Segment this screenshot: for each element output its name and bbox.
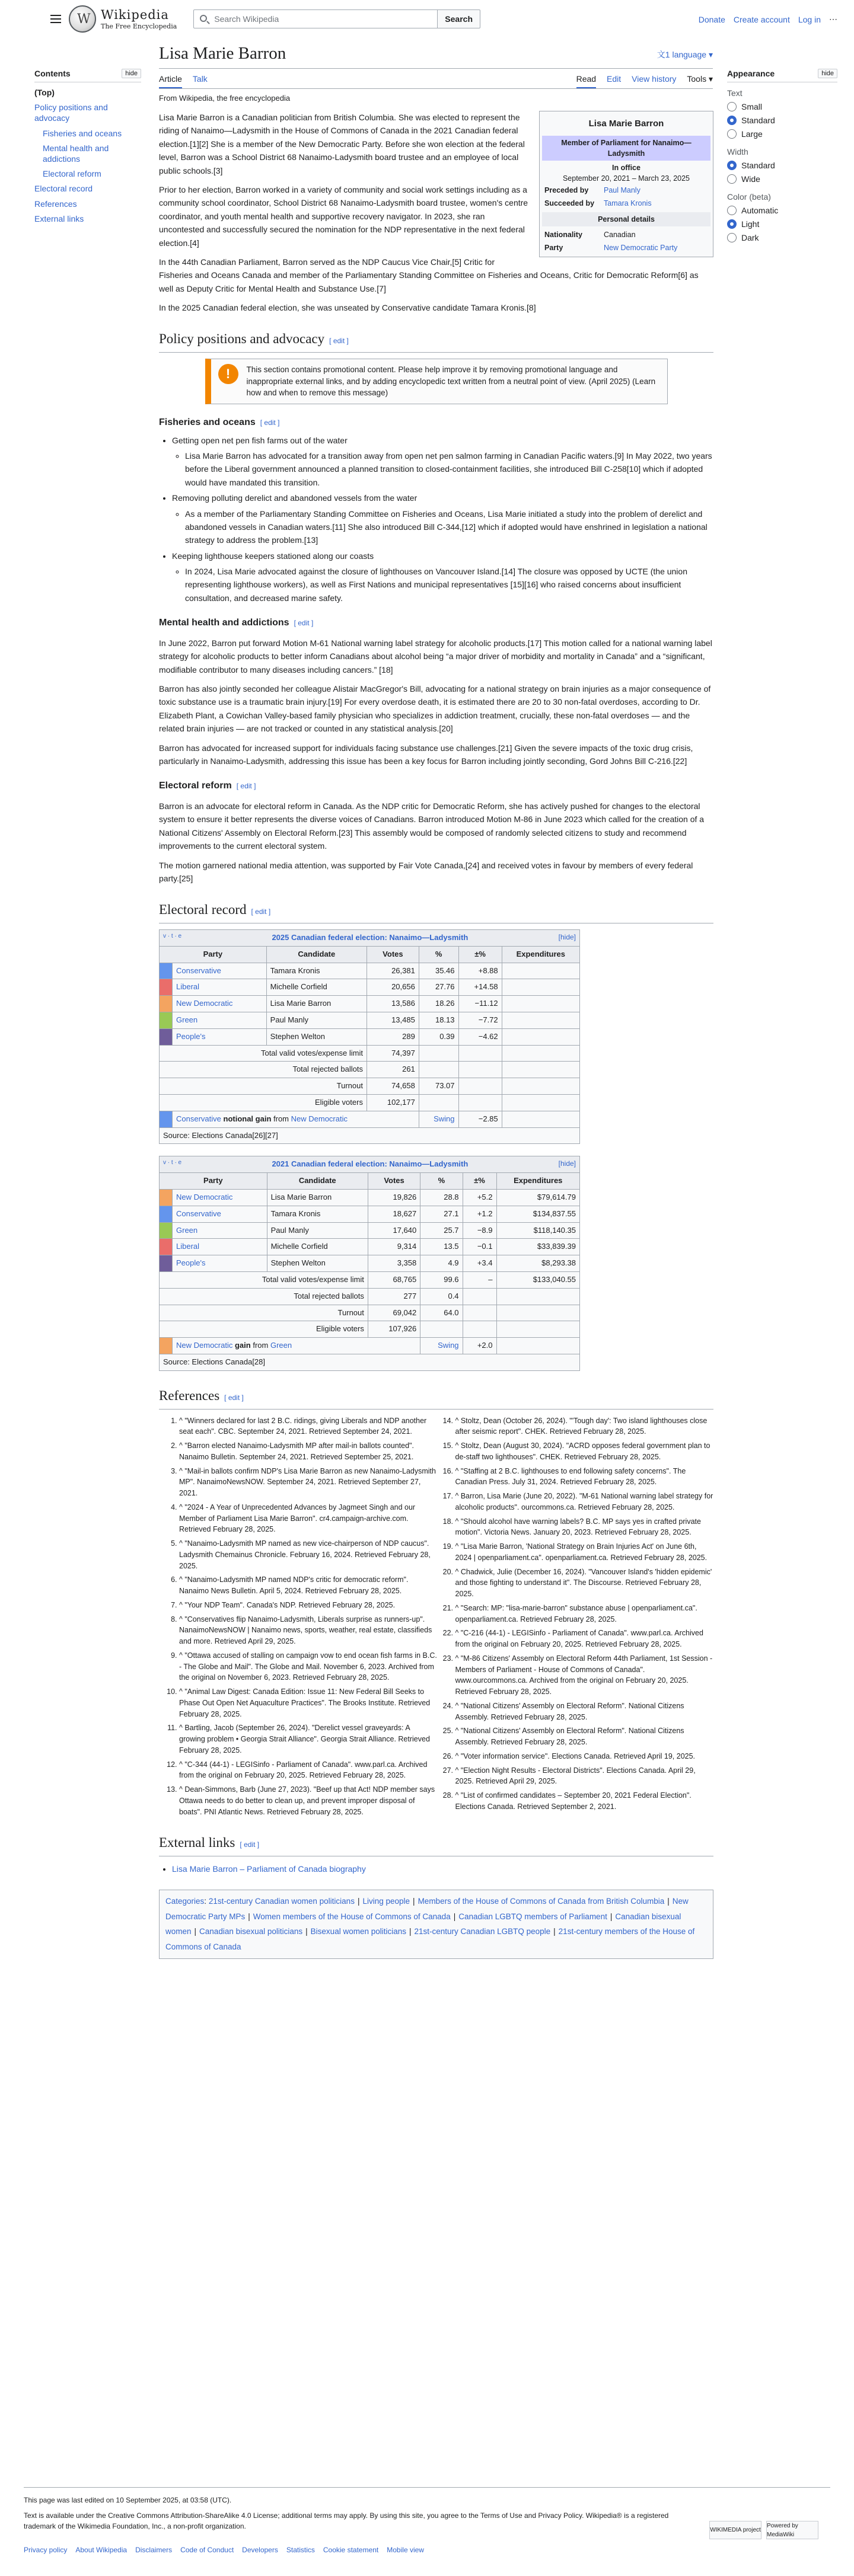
election-2021-table: v · t · e 2021 Canadian federal election: Nanaimo—Ladysmith [hide] Party Candidate Votes % ±% Expenditures New Democratic Lisa Marie Barron 19,826 28.8 +5.2 $79,614.79 Conservative Tamara Kronis 18,627 27.1 +1.2 $134,837.55 Green Paul Manly 17,640 25.7 −8.9 $118,140.35 Liberal Michelle Corfield 9,314 13.5 −0.1 $33,839.39 People's Stephen Welton 3,358 4.9 +3.4 $8,293.38 Total valid votes/expense limit 68,765 99.6 – $133,040.55 Total rejected ballots 277 0.4 Turnout 69,042 64.0 Eligible voters 107,926 New Democratic gain from Green Swing +2.0 Source: Elections Canada[28] [159, 1156, 580, 1370]
party-color-swatch [160, 1206, 173, 1222]
table-row [160, 979, 580, 996]
width-wide-option[interactable]: Wide [727, 174, 837, 184]
col-votes: Votes [367, 946, 419, 963]
vte-links[interactable]: v · t · e [163, 1159, 182, 1166]
pct-cell: 18.26 [419, 996, 458, 1012]
page-tabs [159, 69, 713, 89]
edit-link[interactable]: [ edit ] [329, 337, 349, 346]
search-button[interactable]: Search [438, 9, 480, 28]
reference-item[interactable]: 16. ^ "Staffing at 2 B.C. lighthouses to end following safety concerns". The Canadian Press. July 31, 2024. Retrieved February 28, 2025. [455, 1466, 714, 1488]
main-content [159, 38, 713, 1959]
footer-link[interactable]: Disclaimers [135, 2546, 173, 2554]
reference-item[interactable]: 4. ^ "2024 - A Year of Unprecedented Advances by Jagmeet Singh and our Member of Parliament Lisa Marie Barron". cr4.campaign-archive.com. Retrieved February 28, 2025. [179, 1502, 438, 1535]
election-2025-table: v · t · e 2025 Canadian federal election: Nanaimo—Ladysmith [hide] Party Candidate Votes % ±% Expenditures Conservative Tamara Kronis 26,381 35.46 +8.88 Liberal Michelle Corfield 20,656 27.76 +14.58 New Democratic Lisa Marie Barron 13,586 18.26 −11.12 Green Paul Manly 13,485 18.13 −7.72 People's Stephen Welton 289 0.39 −4.62 Total valid votes/expense limit 74,397 Total rejected ballots 261 Turnout 74,658 73.07 Eligible voters 102,177 Conservative notional gain from New Democratic Swing −2.85 Source: Elections Canada[26][27] [159, 929, 580, 1144]
tab-tools[interactable]: Tools ▾ [687, 74, 713, 84]
reference-item[interactable]: 22. ^ "C-216 (44-1) - LEGISinfo - Parliament of Canada". www.parl.ca. Archived from the original on February 20, 2025. Retrieved February 28, 2025. [455, 1628, 714, 1650]
infobox-in-office: In office [612, 164, 640, 172]
electoral-paragraph-2: The motion garnered national media attention, was supported by Fair Vote Canada,[24] and received votes in favour by members of every federal party.[25] [159, 860, 693, 883]
change-cell: +3.4 [463, 1255, 496, 1272]
swing-link[interactable]: Swing [438, 1341, 459, 1350]
party-link[interactable]: Conservative [176, 1209, 221, 1218]
list-item: ◦ In 2024, Lisa Marie advocated against the closure of lighthouses on Vancouver Island.[14] The closure was opposed by UCTE (the union representing lighthouse workers), as well as First Nations and municipal representatives [15][16] who raised concerns about insufficient consultation, and decreased marine safety. [185, 565, 713, 605]
edit-link[interactable]: [ edit ] [260, 418, 280, 427]
votes-cell: 18,627 [368, 1206, 420, 1222]
col-votes: Votes [368, 1173, 420, 1190]
lead-paragraph-1: Lisa Marie Barron is a Canadian politician from British Columbia. She was elected to represent the riding of Nanaimo—Ladysmith in the House of Commons of Canada in the 2021 Canadian federal election.[1][2] She is a member of the New Democratic Party. Before she won election at the federal level, Barron was a School District 68 Nanaimo-Ladysmith board trustee and an employee of local public schools.[3] [159, 113, 525, 175]
party-link[interactable]: Liberal [176, 1242, 200, 1251]
category-link[interactable]: New Democratic Party MPs [165, 1897, 689, 1921]
party-label: Party [544, 243, 563, 252]
table-source: Source: Elections Canada[28] [160, 1354, 580, 1371]
reference-item[interactable]: 9. ^ "Ottawa accused of stalling on campaign vow to end ocean fish farms in B.C. - The Globe and Mail". The Globe and Mail. November 6, 2023. Archived from the original on November 6, 2023. Retrieved February 28, 2025. [179, 1650, 438, 1683]
candidate-cell: Paul Manly [266, 1012, 367, 1029]
reference-item[interactable]: 25. ^ "National Citizens' Assembly on Electoral Reform". National Citizens Assembly. Retrieved February 28, 2025. [455, 1725, 714, 1748]
appearance-title: Appearance [727, 69, 775, 78]
mental-paragraph-2: Barron has also jointly seconded her colleague Alistair MacGregor's Bill, advocating for a national strategy on brain injuries as a major consequence of toxic substance use is a traumatic brain injury.[19] For every overdose death, it is estimated there are 20 to 30 non-fatal overdoses, according to Dr. Elizabeth Plant, a Cowichan Valley-based family physician who specializes in addiction treatment, crucially, these non-fatal overdoses — and the related brain injuries — are not tracked or counted in any statistical analysis.[20] [159, 684, 711, 734]
table-row [160, 1028, 580, 1045]
toc-item-policy[interactable]: Policy positions and advocacy [34, 103, 108, 123]
reference-item[interactable]: 15. ^ Stoltz, Dean (August 30, 2024). "ACRD opposes federal government plan to de-staff two lighthouses". CHEK. Retrieved February 28, 2025. [455, 1440, 714, 1463]
party-link[interactable]: New Democratic [176, 1193, 233, 1202]
pct-cell: 0.39 [419, 1028, 458, 1045]
category-link[interactable]: Living people [362, 1897, 410, 1906]
reference-item[interactable]: 21. ^ "Search: MP: "lisa-marie-barron" substance abuse | openparliament.ca". openparliament.ca. Retrieved February 28, 2025. [455, 1603, 714, 1625]
section-references: References [ edit ] [159, 1385, 713, 1410]
candidate-cell: Lisa Marie Barron [266, 996, 367, 1012]
preceded-label: Preceded by [544, 186, 589, 195]
votes-cell: 19,826 [368, 1190, 420, 1206]
table-row [160, 1012, 580, 1029]
party-link[interactable]: Liberal [176, 982, 200, 992]
table-row [160, 1239, 580, 1255]
personal-details-header: Personal details [542, 212, 710, 226]
reference-item[interactable]: 26. ^ "Voter information service". Elections Canada. Retrieved April 19, 2025. [455, 1751, 714, 1762]
donate-link[interactable]: Donate [698, 14, 725, 24]
party-color-swatch [160, 979, 173, 996]
succeeded-link[interactable]: Tamara Kronis [604, 199, 652, 208]
reference-item[interactable]: 18. ^ "Should alcohol have warning labels? B.C. MP says yes in crafted private motion". Victoria News. January 20, 2023. Retrieved February 28, 2025. [455, 1516, 714, 1539]
pct-cell: 28.8 [420, 1190, 463, 1206]
infobox [539, 111, 713, 257]
electoral-paragraph-1: Barron is an advocate for electoral reform in Canada. As the NDP critic for Democratic Reform, she has actively pushed for changes to the electoral system to ensure it better represents the diverse voices of Canadians. Barron introduced Motion M-86 in June 2023 which called for the creation of a National Citizens' Assembly on Electoral Reform.[23] This assembly would be composed of randomly selected citizens to study and recommend improvements to the current electoral system. [159, 801, 705, 851]
expenditure-cell [502, 1012, 579, 1029]
col-pct: % [420, 1173, 463, 1190]
reference-item[interactable]: 7. ^ "Your NDP Team". Canada's NDP. Retrieved February 28, 2025. [179, 1600, 438, 1611]
reference-item[interactable]: 19. ^ "Lisa Marie Barron, 'National Strategy on Brain Injuries Act' on June 6th, 2024 | openparliament.ca". openparliament.ca. Retrieved February 28, 2025. [455, 1541, 714, 1564]
tab-edit[interactable]: Edit [607, 74, 622, 84]
tab-history[interactable]: View history [632, 74, 677, 84]
table-caption[interactable]: 2021 Canadian federal election: Nanaimo—Ladysmith [272, 1159, 469, 1169]
expenditure-cell: $8,293.38 [496, 1255, 580, 1272]
expenditure-cell [502, 996, 579, 1012]
party-color-swatch [160, 1222, 173, 1239]
list-item: • Keeping lighthouse keepers stationed along our coasts [172, 549, 713, 562]
width-standard-option[interactable]: Standard [727, 161, 837, 170]
tab-talk[interactable]: Talk [192, 74, 208, 84]
change-cell: −0.1 [463, 1239, 496, 1255]
login-link[interactable]: Log in [798, 14, 821, 24]
change-cell: +1.2 [463, 1206, 496, 1222]
search-icon [200, 15, 207, 22]
expenditure-cell: $79,614.79 [496, 1190, 580, 1206]
separator: | [453, 1912, 456, 1921]
pct-cell: 27.76 [419, 979, 458, 996]
infobox-office[interactable]: Member of Parliament for Nanaimo—Ladysmith [542, 136, 710, 161]
change-cell: −8.9 [463, 1222, 496, 1239]
wikipedia-globe-icon [69, 5, 96, 33]
candidate-cell: Paul Manly [267, 1222, 368, 1239]
pct-cell: 4.9 [420, 1255, 463, 1272]
toc-item-electoral-reform[interactable]: Electoral reform [43, 169, 101, 179]
toc-hide-button[interactable]: hide [122, 69, 141, 78]
reference-item[interactable]: 27. ^ "Election Night Results - Electoral Districts". Elections Canada. April 29, 2025. Retrieved April 29, 2025. [455, 1765, 714, 1788]
candidate-cell: Stephen Welton [266, 1028, 367, 1045]
infobox-title: Lisa Marie Barron [588, 119, 664, 129]
tagline: The Free Encyclopedia [101, 23, 177, 30]
party-link[interactable]: Green [176, 1225, 198, 1235]
pct-cell: 18.13 [419, 1012, 458, 1029]
party-color-swatch [160, 1239, 173, 1255]
category-link[interactable]: 21st-century Canadian LGBTQ people [414, 1927, 551, 1936]
party-color-swatch [160, 963, 173, 979]
language-button[interactable]: 文1 language ▾ [657, 50, 713, 59]
gain-party-link[interactable]: New Democratic [176, 1341, 233, 1350]
expenditure-cell [502, 1028, 579, 1045]
pct-cell: 25.7 [420, 1222, 463, 1239]
separator: | [357, 1897, 360, 1906]
category-link[interactable]: Bisexual women politicians [310, 1927, 406, 1936]
party-color-swatch [160, 1028, 173, 1045]
pct-cell: 35.46 [419, 963, 458, 979]
nationality-label: Nationality [544, 230, 582, 239]
reference-item[interactable]: 23. ^ "M-86 Citizens' Assembly on Electoral Reform 44th Parliament, 1st Session - Members of Parliament - House of Commons of Canada". www.ourcommons.ca. Archived from the original on February 20, 2025. Retrieved February 28, 2025. [455, 1653, 714, 1698]
gain-from-link[interactable]: New Democratic [291, 1114, 348, 1123]
change-cell: −11.12 [458, 996, 502, 1012]
width-label: Width [727, 147, 748, 156]
footer-link[interactable]: Mobile view [387, 2546, 424, 2554]
toc-item-electoral-record[interactable]: Electoral record [34, 184, 93, 194]
footer-link[interactable]: Privacy policy [24, 2546, 68, 2554]
party-link[interactable]: New Democratic Party [604, 243, 678, 252]
footer-link[interactable]: Cookie statement [323, 2546, 379, 2554]
wikimedia-badge[interactable]: WIKIMEDIA project [709, 2521, 761, 2539]
votes-cell: 26,381 [367, 963, 419, 979]
section-external-links: External links [ edit ] [159, 1832, 713, 1856]
table-of-contents [34, 69, 141, 228]
tab-article[interactable]: Article [159, 74, 182, 88]
table-row [160, 1206, 580, 1222]
toc-item-references[interactable]: References [34, 199, 77, 209]
expenditure-cell: $134,837.55 [496, 1206, 580, 1222]
categories-label[interactable]: Categories [165, 1897, 205, 1906]
reference-item[interactable]: 11. ^ Bartling, Jacob (September 26, 2024). "Derelict vessel graveyards: A growing problem • Georgia Strait Alliance". Georgia Strait Alliance. Retrieved February 28, 2025. [179, 1722, 438, 1756]
rejected-label: Total rejected ballots [160, 1288, 368, 1305]
separator: | [305, 1927, 308, 1936]
list-item: ◦ As a member of the Parliamentary Standing Committee on Fisheries and Oceans, Lisa Marie initiated a study into the problem of derelict and abandoned vessels in Canadian waters.[11] She also introduced Bill C-344,[12] which if adopted would have enshrined in legislation a national strategy to address the problem.[13] [185, 507, 713, 547]
separator: | [194, 1927, 197, 1936]
footer-link[interactable]: Code of Conduct [180, 2546, 234, 2554]
category-link[interactable]: Members of the House of Commons of Canada from British Columbia [418, 1897, 665, 1906]
user-menu-icon[interactable]: ⋯ [829, 14, 837, 24]
table-source: Source: Elections Canada[26][27] [160, 1127, 580, 1144]
col-party: Party [160, 1173, 267, 1190]
text-size-label: Text [727, 88, 743, 98]
edit-link[interactable]: [ edit ] [251, 907, 271, 916]
toc-item-mental-health[interactable]: Mental health and addictions [43, 143, 109, 164]
expenditure-cell: $33,839.39 [496, 1239, 580, 1255]
category-link[interactable]: Canadian bisexual women [165, 1912, 681, 1936]
warning-icon: ! [218, 364, 238, 384]
separator: | [610, 1912, 613, 1921]
infobox-term: September 20, 2021 – March 23, 2025 [562, 174, 690, 183]
license-text: Text is available under the Creative Commons Attribution-ShareAlike 4.0 License; additional terms may apply. By using this site, you agree to the Terms of Use and Privacy Policy. Wikipedia® is a registered trademark of the Wikimedia Foundation, Inc., a non-profit organization. [24, 2511, 669, 2530]
party-color-swatch [160, 996, 173, 1012]
votes-cell: 289 [367, 1028, 419, 1045]
reference-item[interactable]: 6. ^ "Nanaimo-Ladysmith MP named NDP's critic for democratic reform". Nanaimo News Bulletin. April 5, 2024. Retrieved February 28, 2025. [179, 1574, 438, 1597]
tab-read[interactable]: Read [576, 74, 596, 88]
wordmark: Wikipedia [101, 8, 169, 22]
votes-cell: 3,358 [368, 1255, 420, 1272]
toc-item-top[interactable]: (Top) [34, 88, 55, 97]
page-footer [24, 2487, 830, 2555]
category-link[interactable]: Women members of the House of Commons of Canada [253, 1912, 451, 1921]
expenditure-cell: $118,140.35 [496, 1222, 580, 1239]
table-hide-link[interactable]: [hide] [558, 1159, 576, 1168]
category-link[interactable]: Canadian LGBTQ members of Parliament [458, 1912, 607, 1921]
col-pct: % [419, 946, 458, 963]
separator: | [553, 1927, 556, 1936]
color-label: Color (beta) [727, 192, 771, 202]
edit-link[interactable]: [ edit ] [240, 1840, 260, 1849]
tagline-from: From Wikipedia, the free encyclopedia [159, 94, 291, 103]
expenditure-cell [502, 963, 579, 979]
table-hide-link[interactable]: [hide] [558, 933, 576, 942]
reference-item[interactable]: 28. ^ "List of confirmed candidates – September 20, 2021 Federal Election". Elections Canada. Retrieved September 2, 2021. [455, 1790, 714, 1813]
separator: | [248, 1912, 250, 1921]
reference-item[interactable]: 2. ^ "Barron elected Nanaimo-Ladysmith MP after mail-in ballots counted". Nanaimo Bulletin. September 24, 2021. Retrieved September 25, 2021. [179, 1440, 438, 1463]
succeeded-label: Succeeded by [544, 199, 595, 208]
votes-cell: 13,586 [367, 996, 419, 1012]
table-row [160, 1190, 580, 1206]
footer-link[interactable]: About Wikipedia [75, 2546, 128, 2554]
reference-item[interactable]: 14. ^ Stoltz, Dean (October 26, 2024). "'Tough day': Two island lighthouses close after seismic report". CHEK. Retrieved February 28, 2025. [455, 1415, 714, 1438]
external-link[interactable]: Lisa Marie Barron – Parliament of Canada biography [172, 1864, 366, 1874]
wikipedia-logo[interactable] [69, 5, 177, 33]
section-mental-health: Mental health and addictions [ edit ] [159, 618, 314, 628]
votes-cell: 9,314 [368, 1239, 420, 1255]
total-valid-label: Total valid votes/expense limit [160, 1272, 368, 1289]
gain-from-link[interactable]: Green [270, 1341, 292, 1350]
create-account-link[interactable]: Create account [733, 14, 790, 24]
party-color-swatch [160, 1012, 173, 1029]
toc-item-fisheries[interactable]: Fisheries and oceans [43, 128, 122, 138]
page-title: Lisa Marie Barron 文1 language ▾ [159, 38, 713, 69]
reference-item[interactable]: 10. ^ "Animal Law Digest: Canada Edition: Issue 11: New Federal Bill Seeks to Phase Out Open Net Aquaculture Practices". The Brooks Institute. Retrieved February 28, 2025. [179, 1686, 438, 1720]
change-cell: +14.58 [458, 979, 502, 996]
table-row [160, 963, 580, 979]
col-party: Party [160, 946, 267, 963]
text-large-option[interactable]: Large [727, 129, 837, 139]
separator: | [413, 1897, 415, 1906]
reference-item[interactable]: 13. ^ Dean-Simmons, Barb (June 27, 2023). "Beef up that Act! NDP member says Ottawa needs to do better to clean up, and prevent improper disposal of boats". PNI Atlantic News. Retrieved February 28, 2025. [179, 1784, 438, 1817]
rejected-label: Total rejected ballots [160, 1062, 367, 1078]
party-link[interactable]: People's [176, 1031, 206, 1041]
reference-item[interactable]: 12. ^ "C-344 (44-1) - LEGISinfo - Parliament of Canada". www.parl.ca. Archived from the original on February 20, 2025. Retrieved February 28, 2025. [179, 1759, 438, 1782]
reference-item[interactable]: 3. ^ "Mail-in ballots confirm NDP's Lisa Marie Barron as new Nanaimo-Ladysmith MP". NanaimoNewsNOW. September 24, 2021. Retrieved September 27, 2021. [179, 1466, 438, 1499]
last-edited: This page was last edited on 10 September 2025, at 03:58 (UTC). [24, 2496, 232, 2504]
lead-paragraph-3: In the 44th Canadian Parliament, Barron served as the NDP Caucus Vice Chair,[5] Critic for Fisheries and Oceans Canada and member of the Parliamentary Standing Committee on Fisheries and Oceans, Critic for Democratic Reform[6] as well as Deputy Critic for Mental Health and Substance Use.[7] [159, 257, 699, 293]
party-color-swatch [160, 1255, 173, 1272]
votes-cell: 17,640 [368, 1222, 420, 1239]
eligible-label: Eligible voters [160, 1321, 368, 1338]
list-item: • Getting open net pen fish farms out of the water [172, 434, 713, 447]
reference-list [159, 1415, 713, 1818]
search-input[interactable]: Search Wikipedia [193, 9, 438, 28]
table-row [160, 1222, 580, 1239]
preceded-link[interactable]: Paul Manly [604, 186, 640, 195]
turnout-label: Turnout [160, 1305, 368, 1321]
section-policy: Policy positions and advocacy [ edit ] [159, 328, 713, 353]
col-candidate: Candidate [267, 1173, 368, 1190]
party-link[interactable]: Conservative [176, 966, 221, 975]
color-dark-option[interactable]: Dark [727, 233, 837, 242]
candidate-cell: Tamara Kronis [267, 1206, 368, 1222]
gain-party-link[interactable]: Conservative [176, 1114, 221, 1123]
reference-item[interactable]: 17. ^ Barron, Lisa Marie (June 20, 2022). "M-61 National warning label strategy for alcoholic products". ourcommons.ca. Retrieved February 28, 2025. [455, 1491, 714, 1513]
expenditure-cell [502, 979, 579, 996]
candidate-cell: Tamara Kronis [266, 963, 367, 979]
separator: | [667, 1897, 670, 1906]
footer-link[interactable]: Statistics [286, 2546, 315, 2554]
lead-paragraph-4: In the 2025 Canadian federal election, she was unseated by Conservative candidate Tamara Kronis.[8] [159, 303, 536, 313]
candidate-cell: Michelle Corfield [266, 979, 367, 996]
toc-title: Contents [34, 69, 71, 78]
section-electoral-reform: Electoral reform [ edit ] [159, 781, 256, 791]
toc-item-external-links[interactable]: External links [34, 213, 84, 223]
reference-item[interactable]: 5. ^ "Nanaimo-Ladysmith MP named as new vice-chairperson of NDP caucus". Ladysmith Chemainus Chronicle. February 16, 2024. Retrieved February 28, 2025. [179, 1538, 438, 1571]
main-menu-icon[interactable] [46, 9, 65, 28]
table-row [160, 996, 580, 1012]
nationality-value: Canadian [604, 230, 636, 239]
party-link[interactable]: New Democratic [176, 999, 233, 1008]
search-form [193, 9, 480, 28]
vte-links[interactable]: v · t · e [163, 933, 182, 940]
reference-item[interactable]: 24. ^ "National Citizens' Assembly on Electoral Reform". National Citizens Assembly. Retrieved February 28, 2025. [455, 1701, 714, 1723]
appearance-hide-button[interactable]: hide [818, 69, 837, 78]
votes-cell: 13,485 [367, 1012, 419, 1029]
edit-link[interactable]: [ edit ] [236, 782, 256, 791]
change-cell: +8.88 [458, 963, 502, 979]
col-expenditures: Expenditures [502, 946, 579, 963]
reference-item[interactable]: 8. ^ "Conservatives flip Nanaimo-Ladysmith, Liberals surprise as runners-up". NanaimoNewsNOW | Nanaimo news, sports, weather, real estate, classifieds and more. Retrieved April 29, 2025. [179, 1614, 438, 1647]
col-change: ±% [458, 946, 502, 963]
mental-paragraph-1: In June 2022, Barron put forward Motion M-61 National warning label strategy for alcoholic products.[17] This motion called for a national warning label strategy for alcoholic products to better inform Canadians about alcohol being “a major driver of morbidity and mortality in Canada” and a “significant, modifiable contributor to many diseases including cancers.” [18] [159, 638, 712, 675]
pct-cell: 27.1 [420, 1206, 463, 1222]
edit-link[interactable]: [ edit ] [294, 619, 314, 628]
change-cell: −7.72 [458, 1012, 502, 1029]
turnout-label: Turnout [160, 1078, 367, 1095]
category-link[interactable]: 21st-century Canadian women politicians [208, 1897, 355, 1906]
table-row [160, 1255, 580, 1272]
pct-cell: 13.5 [420, 1239, 463, 1255]
eligible-label: Eligible voters [160, 1095, 367, 1111]
party-link[interactable]: Green [176, 1015, 198, 1025]
party-link[interactable]: People's [176, 1258, 206, 1268]
candidate-cell: Lisa Marie Barron [267, 1190, 368, 1206]
col-candidate: Candidate [266, 946, 367, 963]
table-caption[interactable]: 2025 Canadian federal election: Nanaimo—Ladysmith [272, 933, 469, 942]
party-color-swatch [160, 1190, 173, 1206]
reference-item[interactable]: 1. ^ "Winners declared for last 2 B.C. ridings, giving Liberals and NDP another seat each". CBC. September 24, 2021. Retrieved September 24, 2021. [179, 1415, 438, 1438]
list-item: ◦ Lisa Marie Barron has advocated for a transition away from open net pen salmon farming in Canadian Pacific waters.[9] In May 2022, two years before the Liberal government announced a planned transition to closed-containment facilities, she introduced Bill C-258[10] which if adopted would have mandated this transition. [185, 449, 713, 489]
candidate-cell: Stephen Welton [267, 1255, 368, 1272]
appearance-panel [727, 69, 837, 251]
col-change: ±% [463, 1173, 496, 1190]
footer-link[interactable]: Developers [242, 2546, 278, 2554]
edit-link[interactable]: [ edit ] [224, 1393, 244, 1402]
votes-cell: 20,656 [367, 979, 419, 996]
candidate-cell: Michelle Corfield [267, 1239, 368, 1255]
section-electoral-record: Electoral record [ edit ] [159, 899, 713, 923]
category-link[interactable]: 21st-century members of the House of Commons of Canada [165, 1927, 695, 1952]
text-standard-option[interactable]: Standard [727, 116, 837, 125]
swing-link[interactable]: Swing [434, 1114, 455, 1123]
color-automatic-option[interactable]: Automatic [727, 206, 837, 215]
category-link[interactable]: Canadian bisexual politicians [199, 1927, 303, 1936]
promotional-notice: ! This section contains promotional content. Please help improve it by removing promotional language and inappropriate external links, and by adding encyclopedic text written from a neutral point of view. (April 2025) (Learn how and when to remove this message) [205, 359, 668, 404]
mediawiki-badge[interactable]: Powered by MediaWiki [766, 2521, 818, 2539]
separator: | [409, 1927, 412, 1936]
mental-paragraph-3: Barron has advocated for increased support for individuals facing substance use challenges.[21] Given the severe impacts of the toxic drug crisis, particularly in Nanaimo-Ladysmith, addressing this issue has been a key focus for Barron including jointly seconding, Gord Johns Bill C-216.[22] [159, 743, 693, 766]
list-item: • Removing polluting derelict and abandoned vessels from the water [172, 491, 713, 504]
text-small-option[interactable]: Small [727, 102, 837, 111]
reference-item[interactable]: 20. ^ Chadwick, Julie (December 16, 2024). "Vancouver Island's 'hidden epidemic' and those fighting to understand it". The Discourse. Retrieved February 28, 2025. [455, 1567, 714, 1600]
site-header [0, 0, 854, 38]
total-valid-label: Total valid votes/expense limit [160, 1045, 367, 1062]
change-cell: +5.2 [463, 1190, 496, 1206]
lead-paragraph-2: Prior to her election, Barron worked in a variety of community and social work settings including as a community school coordinator, School District 68 Nanaimo-Ladysmith board trustee, women's centre coordinator, and youth mental health and supportive recovery navigator. In 2023, she ran uncontested and successfully secured the nomination for the NDP representative in the next federal election.[4] [159, 184, 528, 248]
category-links: Categories: 21st-century Canadian women politicians | Living people | Members of the House of Commons of Canada from British Columbia | New Democratic Party MPs | Women members of the House of Commons of Canada | Canadian LGBTQ members of Parliament | Canadian bisexual women | Canadian bisexual politicians | Bisexual women politicians | 21st-century Canadian LGBTQ people | 21st-century members of the House of Commons of Canada [159, 1890, 713, 1959]
section-fisheries: Fisheries and oceans [ edit ] [159, 417, 280, 427]
col-expenditures: Expenditures [496, 1173, 580, 1190]
color-light-option[interactable]: Light [727, 219, 837, 229]
change-cell: −4.62 [458, 1028, 502, 1045]
